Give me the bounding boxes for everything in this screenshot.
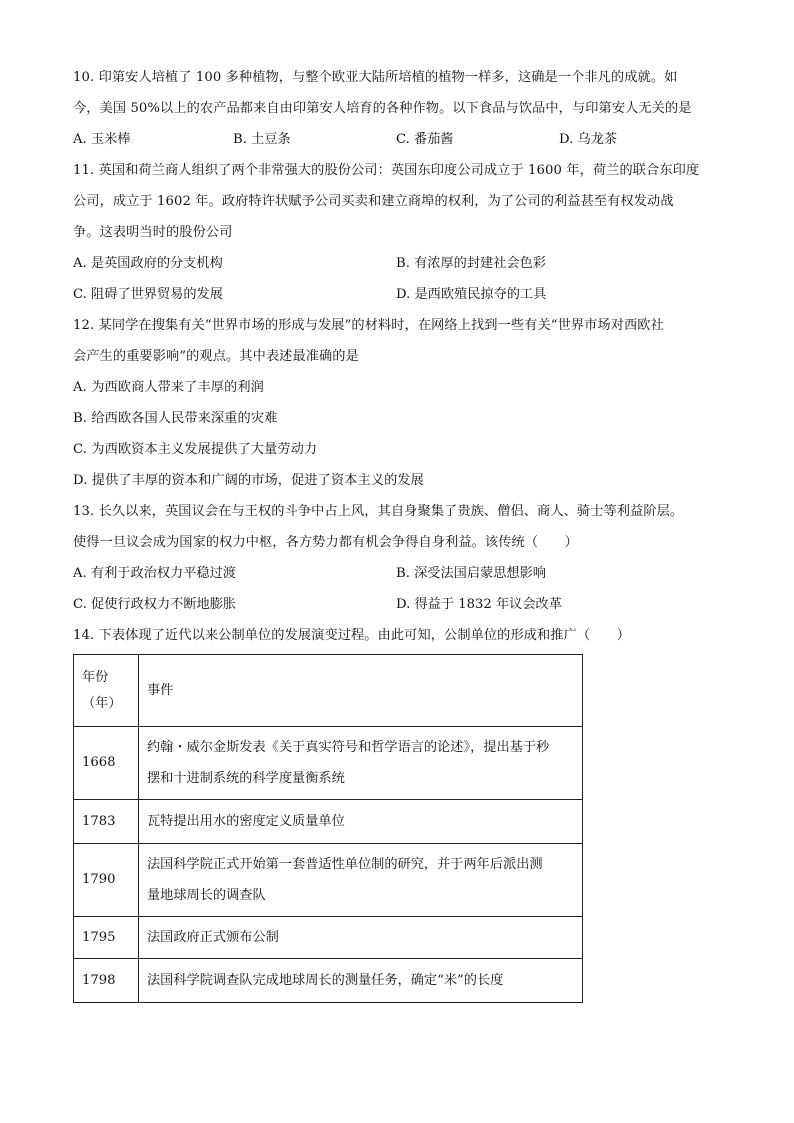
question-13: [73, 496, 723, 620]
option-b: B. 有浓厚的封建社会色彩: [396, 256, 546, 271]
year-header-cell: [74, 655, 139, 727]
table-row: [74, 727, 583, 800]
option-a: A. 有利于政治权力平稳过渡: [73, 566, 236, 581]
question-11-options-row-2: [73, 279, 723, 310]
option-c: C. 促使行政权力不断地膨胀: [73, 597, 237, 612]
option-c: C. 为西欧资本主义发展提供了大量劳动力: [73, 442, 318, 457]
table-row: [74, 917, 583, 959]
question-11-stem-line-2: 公司，成立于 1602 年。政府特许状赋予公司买卖和建立商埠的权利，为了公司的利益甚至有权发动战: [73, 194, 674, 209]
question-13-stem-line-1: 13. 长久以来，英国议会在与王权的斗争中占上风，其自身聚集了贵族、僧侣、商人、骑士等利益阶层。: [73, 504, 684, 519]
option-a: A. 是英国政府的分支机构: [73, 256, 223, 271]
event-line-2: 量地球周长的调查队: [147, 888, 266, 903]
question-13-stem-line-2: 使得一旦议会成为国家的权力中枢，各方势力都有机会争得自身利益。该传统（ ）: [73, 535, 578, 550]
question-12-stem-line-2: 会产生的重要影响”的观点。其中表述最准确的是: [73, 349, 359, 364]
question-12-stem-line-1: 12. 某同学在搜集有关“世界市场的形成与发展”的材料时，在网络上找到一些有关“世界市场对西欧社: [73, 318, 664, 333]
question-13-options-row-1: [73, 558, 723, 589]
option-a: A. 为西欧商人带来了丰厚的利润: [73, 380, 264, 395]
question-11-options-row-1: [73, 248, 723, 279]
option-d: D. 乌龙茶: [559, 132, 618, 147]
event-cell: 瓦特提出用水的密度定义质量单位: [139, 800, 583, 844]
event-cell: 法国科学院调查队完成地球周长的测量任务，确定“米”的长度: [139, 959, 583, 1003]
event-cell: [139, 727, 583, 800]
question-11-stem-line-1: 11. 英国和荷兰商人组织了两个非常强大的股份公司：英国东印度公司成立于 1600 年，荷兰的联合东印度: [73, 163, 700, 178]
metric-history-table: [73, 654, 583, 1003]
event-line-2: 摆和十进制系统的科学度量衡系统: [147, 771, 345, 786]
question-10: [73, 62, 723, 155]
option-b: B. 土豆条: [233, 132, 291, 147]
exam-page: [73, 62, 723, 651]
table-row: [74, 959, 583, 1003]
table-header-row: [74, 655, 583, 727]
year-cell: 1668: [74, 727, 139, 800]
table-row: [74, 800, 583, 844]
year-cell: 1783: [74, 800, 139, 844]
question-10-options: [73, 124, 723, 155]
event-cell: 法国政府正式颁布公制: [139, 917, 583, 959]
year-cell: 1790: [74, 844, 139, 917]
question-10-stem-line-1: 10. 印第安人培植了 100 多种植物，与整个欧亚大陆所培植的植物一样多，这确是一个非凡的成就。如: [73, 70, 678, 85]
option-a: A. 玉米棒: [73, 132, 131, 147]
option-b: B. 给西欧各国人民带来深重的灾难: [73, 411, 278, 426]
event-header-cell: 事件: [139, 655, 583, 727]
question-12: [73, 310, 723, 496]
table-row: [74, 844, 583, 917]
option-c: C. 阻碍了世界贸易的发展: [73, 287, 223, 302]
option-d: D. 是西欧殖民掠夺的工具: [396, 287, 547, 302]
year-cell: 1795: [74, 917, 139, 959]
question-10-stem-line-2: 今，美国 50%以上的农产品都来自由印第安人培育的各种作物。以下食品与饮品中，与印第安人无关的是: [73, 101, 692, 116]
event-line-1: 约翰・威尔金斯发表《关于真实符号和哲学语言的论述》，提出基于秒: [147, 740, 550, 755]
option-d: D. 提供了丰厚的资本和广阔的市场，促进了资本主义的发展: [73, 473, 424, 488]
question-14-stem-line-1: 14. 下表体现了近代以来公制单位的发展演变过程。由此可知，公制单位的形成和推广（ ）: [73, 628, 631, 643]
year-header-line-1: 年份: [82, 669, 109, 685]
year-cell: 1798: [74, 959, 139, 1003]
year-header-line-2: （年）: [82, 695, 122, 711]
question-11: [73, 155, 723, 310]
option-b: B. 深受法国启蒙思想影响: [396, 566, 546, 581]
question-11-stem-line-3: 争。这表明当时的股份公司: [73, 225, 233, 240]
option-c: C. 番茄酱: [396, 132, 454, 147]
event-cell: [139, 844, 583, 917]
question-13-options-row-2: [73, 589, 723, 620]
question-14: [73, 620, 723, 651]
event-line-1: 法国科学院正式开始第一套普适性单位制的研究，并于两年后派出测: [147, 857, 543, 872]
option-d: D. 得益于 1832 年议会改革: [396, 597, 562, 612]
